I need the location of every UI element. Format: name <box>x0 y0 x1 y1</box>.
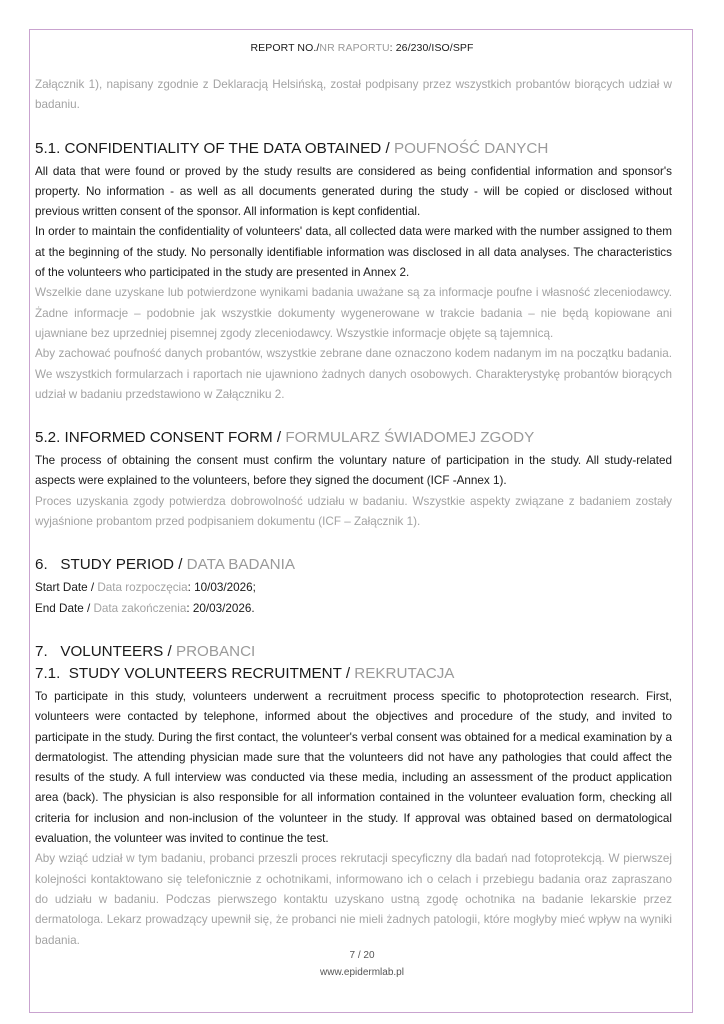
report-label-en: REPORT NO./ <box>250 42 320 54</box>
intro-paragraph-pl: Załącznik 1), napisany zgodnie z Deklaracją Helsińską, został podpisany przez wszystkich probantów biorących udział w badaniu. <box>35 78 672 112</box>
section-5-1-paragraph-pl-2: Aby zachować poufność danych probantów, wszystkie zebrane dane oznaczono kodem nadanym im na początku badania. We wszystkich formularzach i raportach nie ujawniono żadnych danych osobowych. Charakterystykę probantów biorących udział w badaniu przedstawiono w Załączniku 2. <box>35 347 672 401</box>
section-5-1-paragraph-pl-1: Wszelkie dane uzyskane lub potwierdzone wynikami badania uważane są za informacje poufne i własność zleceniodawcy. Żadne informacje – podobnie jak wszystkie dokumenty wygenerowane w trakcie badania – nie będą kopiowane ani ujawniane bez uprzedniej pisemnej zgody zleceniodawcy. Wszystkie informacje objęte są tajemnicą. <box>35 286 672 340</box>
website-link[interactable]: www.epidermlab.pl <box>320 967 404 978</box>
section-7-1-paragraph-pl: Aby wziąć udział w tym badaniu, probanci przeszli proces rekrutacji specyficzny dla badań nad fotoprotekcją. W pierwszej kolejności kontaktowano się telefonicznie z ochotnikami, informowano ich o celach i przebiegu badania oraz zapraszano do udziału w badaniu. Podczas pierwszego kontaktu uzyskano ustną zgodę ochotnika na badanie lekarskie przez dermatologa. Lekarz prowadzący upewnił się, że probanci nie mieli żadnych patologii, które mogłyby mieć wpływ na wyniki badania. <box>35 852 672 947</box>
section-7-1-heading: 7.1. STUDY VOLUNTEERS RECRUITMENT / REKRUTACJA <box>35 664 455 682</box>
section-7-1-paragraph-en: To participate in this study, volunteers underwent a recruitment process specific to photoprotection research. First, volunteers were contacted by telephone, informed about the objectives and procedure of the study, and invited to participate in the study. During the first contact, the volunteer's verbal consent was obtained for a medical examination by a dermatologist. The attending physician made sure that the volunteers did not have any pathologies that could affect the results of the study. A full interview was conducted via these media, including an assessment of the product application area (back). The physician is also responsible for all information contained in the volunteer evaluation form, checking all criteria for inclusion and non-inclusion of the volunteer in the study. If approval was obtained based on dermatological evaluation, the volunteer was invited to continue the test. <box>35 689 672 846</box>
page-content <box>35 75 672 951</box>
start-date-line: Start Date / Data rozpoczęcia: 10/03/2026; <box>35 581 256 595</box>
section-5-1-paragraph-en-2: In order to maintain the confidentiality of volunteers' data, all collected data were marked with the number assigned to them at the beginning of the study. No personally identifiable information was disclosed in all data analyses. The characteristics of the volunteers who participated in the study are presented in Annex 2. <box>35 225 672 280</box>
report-header <box>0 42 724 54</box>
report-label-pl: NR RAPORTU <box>319 42 390 54</box>
page-number: 7 / 20 <box>349 950 375 961</box>
section-5-2-heading: 5.2. INFORMED CONSENT FORM / FORMULARZ ŚWIADOMEJ ZGODY <box>35 429 535 447</box>
section-7-heading: 7. VOLUNTEERS / PROBANCI <box>35 642 256 660</box>
report-number: : 26/230/ISO/SPF <box>389 42 474 54</box>
section-5-1-heading: 5.1. CONFIDENTIALITY OF THE DATA OBTAINED / POUFNOŚĆ DANYCH <box>35 139 549 157</box>
section-6-heading: 6. STUDY PERIOD / DATA BADANIA <box>35 556 295 574</box>
section-5-2-paragraph-pl: Proces uzyskania zgody potwierdza dobrowolność udziału w badaniu. Wszystkie aspekty związane z badaniem zostały wyjaśnione probantom przed podpisaniem dokumentu (ICF – Załącznik 1). <box>35 494 672 529</box>
end-date-line: End Date / Data zakończenia: 20/03/2026. <box>35 601 255 615</box>
section-5-1-paragraph-en-1: All data that were found or proved by the study results are considered as being confidential information and sponsor's property. No information - as well as all documents generated during the study - will be copied or disclosed without previous written consent of the sponsor. All information is kept confidential. <box>35 164 672 219</box>
section-5-2-paragraph-en: The process of obtaining the consent must confirm the voluntary nature of participation in the study. All study-related aspects were explained to the volunteers, before they signed the document (ICF -Annex 1). <box>35 454 672 488</box>
